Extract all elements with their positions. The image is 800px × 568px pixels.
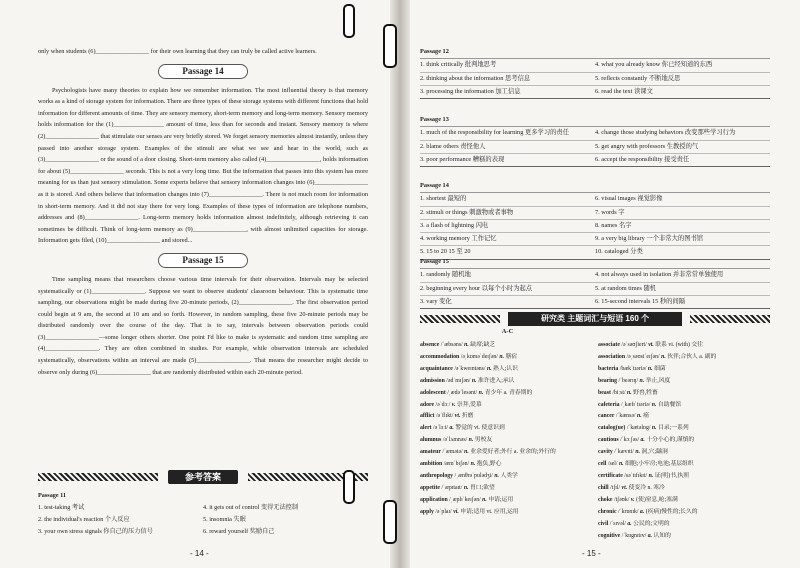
vocab-entry	[420, 507, 595, 519]
answer-row	[420, 86, 770, 99]
vocab-meaning: 男校友	[474, 437, 493, 444]
answer-row	[420, 296, 770, 309]
vocab-ipa: /əˈflɪkt/	[435, 413, 454, 420]
vocab-ipa: /ˈkɒgnɪtɪv/	[621, 532, 647, 539]
vocab-entry	[420, 411, 595, 423]
vocab-meaning: 青少年 a. 青春期的	[484, 389, 533, 396]
vocab-meaning: 申请;适用 vt. 应用,运用	[460, 508, 519, 515]
vocab-word: alumnus	[420, 437, 442, 444]
page-number-right: - 15 -	[582, 549, 601, 558]
vocab-word: cavity	[598, 449, 613, 456]
vocab-entry	[420, 471, 595, 483]
passage-11-answers	[38, 490, 368, 538]
answers-banner-label: 参考答案	[168, 470, 238, 484]
vocab-entry	[420, 352, 595, 364]
vocab-pos: n.	[648, 472, 654, 479]
banner-stripe-right	[690, 315, 770, 323]
vocab-ipa: /ˈkrɒnɪk/	[618, 508, 639, 515]
vocab-entry	[598, 459, 773, 471]
vocab-meaning: 洞,穴;龋洞	[641, 449, 668, 456]
vocab-word: cognitive	[598, 532, 621, 539]
vocab-ipa: /ˈæmətə/	[442, 449, 463, 456]
vocab-pos: a.	[640, 437, 645, 444]
vocab-word: cafeteria	[598, 401, 620, 408]
vocab-banner-label: 研究类 主题词汇与短语 160 个	[508, 312, 682, 326]
answer-item: 10. cataloged 分类	[595, 248, 643, 256]
banner-stripe-left	[420, 315, 500, 323]
vocab-entry	[598, 483, 773, 495]
vocab-meaning: 细菌	[654, 365, 666, 372]
vocab-meaning: 癌	[643, 413, 649, 420]
vocab-ipa: /ˈkætəlɒg/	[626, 425, 651, 432]
intro-line: only when students (6)_________________ for their own learning that they can truly be called active learners.	[38, 48, 317, 55]
left-page	[0, 0, 398, 568]
vocab-entry	[598, 435, 773, 447]
vocab-word: appetite	[420, 484, 440, 491]
answer-item: 7. words 字	[595, 208, 625, 216]
vocab-pos: v.	[451, 401, 456, 408]
vocab-pos: n.	[651, 425, 657, 432]
answer-row	[420, 127, 770, 140]
vocab-ipa: /tʃəʊk/	[613, 496, 630, 503]
answer-item: 4. it gets out of control 变得无法控制	[203, 504, 299, 511]
answer-item: 6. visual images 视觉影像	[595, 195, 663, 203]
vocab-pos: a.	[647, 532, 653, 539]
vocab-entry	[420, 364, 595, 376]
vocab-ipa: /sel/	[607, 461, 618, 468]
vocab-pos: n.	[468, 437, 474, 444]
vocab-meaning: 熟人;认识	[493, 365, 518, 372]
answer-item: 2. thinking about the information 思考信息	[420, 74, 531, 82]
vocab-word: association	[598, 353, 626, 360]
vocab-entry	[420, 447, 595, 459]
answer-item: 4. not always used in isolation 并非常常单独使用	[595, 271, 724, 279]
vocab-pos: a.	[627, 520, 632, 527]
answers-banner	[38, 470, 368, 484]
answer-item: 1. randomly 随机地	[420, 271, 471, 279]
vocab-word: bearing	[598, 377, 618, 384]
passage-11-grid	[38, 502, 368, 538]
passage-15-paragraph: Time sampling means that researchers choose various time intervals for their observation. Intervals may be selected systematically or (1)_________________. Suppose we want to observe students' classroom behaviour. This is systematic time sampling, our observations might be made during five 20-minute periods, (2)_________________. The first observation period could begin at 9 am, the second at 10 am and so forth. However, in random sampling, these five 20-minute periods may be distributed randomly over the course of the day. That is to say, intervals between observation periods could (3)_________________—some longer others shorter. One point I'd like to make is systematic and random time sampling are (4)_________________. They are often combined in studies. For example, while observation intervals are scheduled systematically, observations within an interval are made (5)_________________. That means the researcher might decide to observe only during (6)_________________ that are randomly distributed within each 20-minute period.	[38, 275, 368, 376]
vocab-entry	[420, 400, 595, 412]
answer-row	[420, 193, 770, 206]
vocab-entry	[420, 495, 595, 507]
answer-item: 1. think critically 批判地思考	[420, 61, 497, 69]
vocab-column-left	[420, 340, 595, 519]
vocab-meaning: 联系 vi. (with) 交往	[655, 342, 703, 348]
answer-item: 1. test-taking 考试	[38, 504, 85, 511]
vocab-pos: n.	[635, 449, 641, 456]
vocab-ipa: /ˌædəˈlesənt/	[447, 389, 478, 396]
vocab-ipa: /əˈdɔː/	[435, 401, 451, 408]
passage-11-heading: Passage 11	[38, 492, 67, 499]
vocab-pos: n.	[661, 353, 666, 360]
vocab-meaning: 胃口;欲望	[469, 484, 495, 491]
binding-clip-left-bottom	[343, 470, 355, 504]
answer-item: 3. processing the information 加工信息	[420, 87, 521, 95]
answer-list-left	[38, 502, 203, 538]
vocab-pos: n.	[482, 496, 487, 503]
answer-row	[420, 269, 770, 282]
vocab-pos: n.	[471, 377, 477, 384]
vocab-ipa: /əˈlɜːt/	[433, 425, 449, 432]
passage-15-title: Passage 15	[158, 253, 248, 268]
answer-item: 5. 15 to 20 15 至 20	[420, 248, 471, 256]
vocab-word: admission	[420, 377, 445, 384]
vocab-subheading: A-C	[501, 328, 514, 335]
answer-row	[420, 233, 770, 246]
answer-row	[420, 283, 770, 296]
answer-item: 4. change those studying behaviors 改变那些学习行为	[595, 129, 736, 137]
passage-14-heading: Passage 14	[420, 180, 770, 193]
answer-item: 1. much of the responsibility for learning 更多学习的责任	[420, 129, 570, 137]
vocab-ipa: /əˈplaɪ/	[435, 508, 452, 515]
vocab-word: afflict	[420, 413, 435, 420]
vocab-word: amateur	[420, 449, 441, 456]
answer-item: 3. your own stress signals 你自己的压力信号	[38, 528, 153, 535]
vocab-word: chronic	[598, 508, 617, 515]
answer-item: 6. read the text 读课文	[595, 87, 653, 95]
answer-row	[420, 73, 770, 86]
answer-item: 5. get angry with professors 生教授的气	[595, 142, 699, 150]
answer-row	[420, 59, 770, 72]
vocab-pos: n.	[647, 365, 653, 372]
passage-12-answers	[420, 46, 770, 99]
answer-item: 4. what you already know 你已经知道的东西	[595, 61, 713, 69]
vocab-word: cancer	[598, 413, 615, 420]
vocab-entry	[420, 340, 595, 352]
answer-item: 5. insomnia 失眠	[203, 516, 246, 523]
vocab-pos: a.	[639, 508, 645, 515]
vocab-ipa: /əˈlʌmnəs/	[442, 437, 468, 444]
answer-item: 6. accept the responsibility 接受责任	[595, 155, 690, 163]
answer-item: 6. reward yourself 奖励自己	[203, 528, 275, 535]
vocab-entry	[420, 435, 595, 447]
vocab-word: associate	[598, 342, 620, 348]
vocab-word: adolescent	[420, 389, 446, 396]
vocab-word: acquaintance	[420, 365, 453, 372]
vocab-word: accommodation	[420, 353, 460, 360]
answer-item: 4. working memory 工作记忆	[420, 235, 497, 243]
vocab-meaning: (使)窒息,呛;塞满	[636, 496, 678, 503]
vocab-pos: n.	[463, 484, 469, 491]
answer-item: 8. names 名字	[595, 221, 632, 229]
vocab-entry	[598, 376, 773, 388]
vocab-pos: n.	[627, 389, 632, 396]
vocab-ipa: /ədˈmɪʃən/	[446, 377, 471, 384]
vocab-pos: vt.	[454, 413, 461, 420]
vocab-word: catalog(ue)	[598, 425, 626, 432]
vocab-word: chill	[598, 484, 609, 491]
vocab-word: apply	[420, 508, 434, 515]
passage-15-heading: Passage 15	[420, 256, 770, 269]
vocab-word: beast	[598, 389, 611, 396]
answer-item: 2. beginning every hour 以每个小时为起点	[420, 284, 533, 292]
vocab-entry	[598, 495, 773, 507]
vocab-column-right	[598, 340, 773, 542]
vocab-meaning: 人类学	[500, 472, 518, 479]
vocab-ipa: /əˈsəʊʃiert/	[621, 342, 647, 348]
vocab-meaning: 膳宿	[505, 353, 518, 360]
answer-item: 5. reflects constantly 不断地反思	[595, 74, 681, 82]
answer-item: 9. a very big library 一个非常大的图书馆	[595, 235, 704, 243]
vocab-meaning: 公民的;文明的	[633, 520, 670, 527]
vocab-entry	[598, 423, 773, 435]
vocab-ipa: /bækˈtɪəriə/	[619, 365, 647, 372]
vocab-ipa: /ˌænθrəˈpɒlədʒi/	[454, 472, 493, 479]
vocab-meaning: 自助餐馆	[657, 401, 682, 408]
vocab-entry	[598, 471, 773, 483]
vocab-entry	[420, 483, 595, 495]
answer-item: 3. vary 变化	[420, 297, 452, 305]
answer-list-right	[203, 502, 368, 538]
vocab-entry	[598, 447, 773, 459]
vocab-meaning: 举止,风度	[645, 377, 671, 384]
vocab-ipa: /ˈkævɪti/	[614, 449, 634, 456]
vocab-entry	[598, 411, 773, 423]
vocab-ipa: /ˌæplɪˈkeɪʃən/	[449, 496, 481, 503]
vocab-ipa: /ˈsɪvəl/	[609, 520, 626, 527]
vocab-meaning: 业余爱好者;外行 a. 业余的;外行的	[470, 449, 556, 456]
vocab-word: certificate	[598, 472, 623, 479]
vocab-entry	[598, 507, 773, 519]
vocab-entry	[598, 531, 773, 543]
page-number-left: - 14 -	[190, 549, 209, 558]
vocab-entry	[598, 519, 773, 531]
vocab-entry	[420, 423, 595, 435]
answer-row	[420, 154, 770, 167]
vocab-meaning: 崇拜,爱慕	[457, 401, 482, 408]
passage-12-heading: Passage 12	[420, 46, 770, 59]
binding-clip-center-top	[383, 24, 397, 68]
vocab-pos: n.	[639, 377, 645, 384]
vocab-entry	[598, 364, 773, 376]
vocab-meaning: 野兽,牲畜	[633, 389, 658, 396]
vocab-pos: n.	[470, 461, 476, 468]
vocab-ipa: /biːst/	[612, 389, 626, 396]
vocab-pos: n.	[636, 413, 642, 420]
vocab-meaning: 申请;运用	[488, 496, 514, 503]
vocab-pos: n.	[487, 365, 492, 372]
vocab-meaning: 目录;一系列	[658, 425, 689, 432]
vocab-pos: n.	[464, 342, 469, 348]
vocab-ipa: /səˈtɪfɪkɪt/	[624, 472, 648, 479]
vocab-entry	[598, 388, 773, 400]
answer-item: 3. poor performance 糟糕的表现	[420, 155, 505, 163]
vocab-word: choke	[598, 496, 613, 503]
vocab-word: bacteria	[598, 365, 619, 372]
vocab-meaning: 抱负,野心	[476, 461, 502, 468]
vocab-ipa: /ˈkɔːʃəs/	[620, 437, 640, 444]
vocab-meaning: 折磨	[461, 413, 474, 420]
vocab-pos: vi.	[453, 508, 459, 515]
passage-13-answers	[420, 114, 770, 167]
vocab-pos: n.	[494, 472, 499, 479]
answer-item: 2. blame others 责怪他人	[420, 142, 486, 150]
vocab-entry	[598, 340, 773, 352]
vocab-pos: n.	[499, 353, 505, 360]
binding-clip-center-bottom	[383, 500, 397, 544]
answer-item: 1. shortest 最短的	[420, 195, 467, 203]
vocab-word: civil	[598, 520, 609, 527]
vocab-word: cautious	[598, 437, 619, 444]
binding-clip-left-top	[343, 4, 355, 38]
vocab-word: absence	[420, 342, 440, 348]
answer-row	[420, 141, 770, 154]
vocab-ipa: /ˈbeərɪŋ/	[618, 377, 639, 384]
vocab-pos: n.	[618, 461, 624, 468]
vocab-meaning: 缺席;缺乏	[470, 342, 496, 348]
passage-13-heading: Passage 13	[420, 114, 770, 127]
vocab-entry	[420, 388, 595, 400]
vocab-ipa: /ˈæpɪtaɪt/	[441, 484, 463, 491]
vocab-pos: a.	[449, 425, 454, 432]
vocab-meaning: 准许进入;承认	[478, 377, 515, 384]
vocab-meaning: 证(明)书,执照	[654, 472, 689, 479]
vocab-word: anthropology	[420, 472, 454, 479]
vocab-pos: n.	[651, 401, 657, 408]
passage-15-answers	[420, 256, 770, 309]
vocab-ipa: /əˈkweɪntəns/	[454, 365, 486, 372]
vocab-ipa: /æmˈbɪʃən/	[443, 461, 470, 468]
answer-item: 6. 15-second intervals 15 秒的间隔	[595, 297, 686, 305]
passage-14-paragraph: Psychologists have many theories to explain how we remember information. The most influential theory is that memory works as a kind of storage system for information. There are three types of these storage systems with different functions that hold information for different amounts of time. They are sensory memory, short-term memory and long-term memory. Sensory memory holds information for the (1)________________ amount of time, less than for seconds and instant. Sensory memory is where (2)_________________ that stimulate our senses are very briefly stored. We forget sensory memories almost instantly, unless they passed into another storage system. Examples of the stimuli are what we see and hear in the world, such as (3)_________________ or the sound of a door closing. Short-term memory also called (4)_________________, holds information for about (5)_________________ seconds. This is not a very long time. But the information that passes into this system has more meaning for us than just sensory stimulation. Some experts believe that sensory information changes into (6)_________________ as it is stored. And others believe that information changes into (7)_________________. There is not much room for information in short-term memory. And it did not stay there for very long. Examples of these types of information are telephone numbers, addresses and (8)_________________. Long-term memory holds information almost indefinitely, although retrieving it can sometimes be difficult. Think of long-term memory as (9)_________________, with almost unlimited capacities for storage. Information gets filed, (10)_________________ and stored...	[38, 86, 368, 245]
vocab-ipa: /tʃɪl/	[610, 484, 621, 491]
answer-row	[420, 220, 770, 233]
vocab-ipa: /əˌkɒməˈdeɪʃən/	[460, 353, 498, 360]
vocab-meaning: 使变冷 n. 寒冷	[628, 484, 665, 491]
answer-row	[420, 207, 770, 220]
answer-item: 2. the individual's reaction 个人反应	[38, 516, 130, 523]
vocab-ipa: /əˌsəʊsiˈeɪʃən/	[626, 353, 660, 360]
book-spine	[390, 0, 410, 568]
answer-item: 5. at random times 随机	[595, 284, 657, 292]
vocab-meaning: 伙伴;合伙人 a. 副的	[667, 353, 717, 360]
vocab-word: application	[420, 496, 448, 503]
banner-stripe-left	[38, 473, 158, 481]
vocab-banner	[420, 312, 770, 326]
vocab-ipa: /ˌkæfɪˈtɪəriə/	[621, 401, 651, 408]
vocab-pos: vt.	[621, 484, 628, 491]
passage-14-title: Passage 14	[158, 64, 248, 79]
passage-14-answers	[420, 180, 770, 260]
vocab-ipa: /ˈkænsə/	[615, 413, 636, 420]
vocab-pos: v.	[630, 496, 635, 503]
vocab-pos: n.	[464, 449, 469, 456]
vocab-entry	[420, 376, 595, 388]
answer-item: 3. a flash of lightning 闪电	[420, 221, 489, 229]
vocab-entry	[598, 400, 773, 412]
vocab-word: ambition	[420, 461, 443, 468]
vocab-pos: n.	[478, 389, 484, 396]
vocab-pos: vt.	[648, 342, 654, 348]
vocab-meaning: 警觉的 vt. 使意识到	[455, 425, 505, 432]
left-text	[38, 46, 368, 378]
vocab-word: alert	[420, 425, 432, 432]
vocab-meaning: 细胞;小牢房;电池;基层组织	[625, 461, 694, 468]
vocab-word: adore	[420, 401, 435, 408]
vocab-ipa: /ˈæbsəns/	[440, 342, 463, 348]
vocab-word: cell	[598, 461, 607, 468]
vocab-meaning: (疾病)慢性的;长久的	[645, 508, 698, 515]
vocab-meaning: 十分小心的,谨慎的	[646, 437, 695, 444]
vocab-entry	[420, 459, 595, 471]
vocab-entry	[598, 352, 773, 364]
answer-item: 2. stimuli or things 刺激物或者事物	[420, 208, 514, 216]
vocab-meaning: 认知的	[653, 532, 671, 539]
